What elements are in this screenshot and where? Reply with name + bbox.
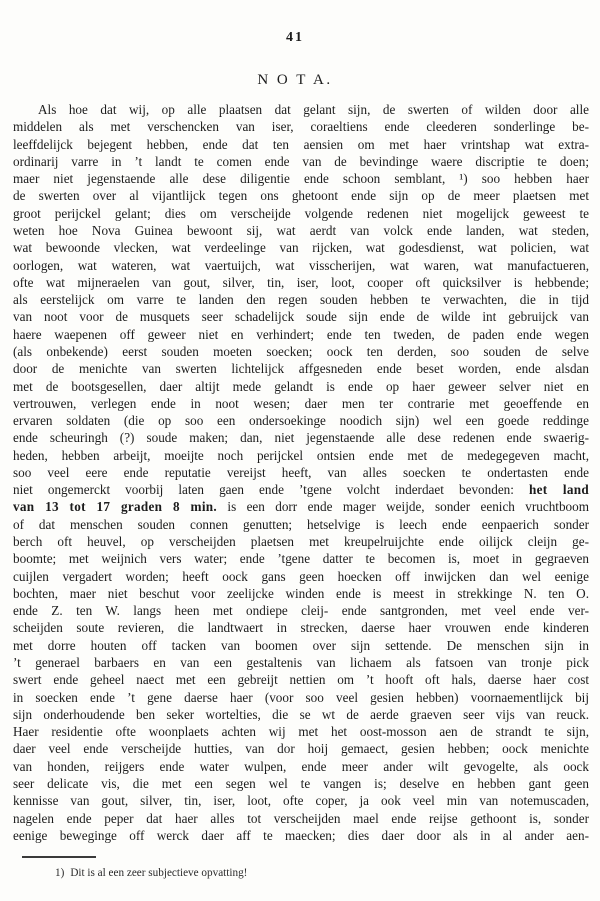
text-line: soo veel eere ende reputatie vereijst heeft, van alles soecken te ondertasten ende [13, 464, 589, 480]
text-line: bochten, maer niet beschut voor zeelijcke winden ende is meest in strekkinge N. ten O. [13, 585, 589, 601]
footnote-marker: 1) [55, 867, 65, 879]
text-line: scheijden soute revieren, die landtwaert in strecken, daerse haer vrouwen ende kinderen [13, 620, 589, 636]
footnote [55, 867, 575, 879]
text-line: ende Z. ten W. langs heen met ondiepe cleij- ende santgronden, met veel ende ver- [13, 603, 589, 619]
text-line: als eerstelijck om varre te landen den regen souden hebben te verwachten, die in tijd [13, 292, 589, 308]
text-line: middelen als met verschencken van iser, coraeltiens ende cleederen sonderlinge be- [13, 119, 589, 135]
text-line: seer delicate vis, die met een segen wel te vangen is; deselve en hebben gant geen [13, 775, 589, 791]
text-line: berch oft heuvel, op verscheijden plaetsen met kreupelruijchte ende oilijck cleijn ge- [13, 534, 589, 550]
text-line: met dorre houten off tacken van boomen over sijn settende. De menschen sijn in [13, 637, 589, 653]
text-line: ervaren soldaten (die op soo een ondersoekinge noodich sijn) wel een goede reddinge [13, 413, 589, 429]
text-line: oorlogen, wat wateren, wat vaertuijch, wat visscherijen, wat waren, wat manufactueren, [13, 257, 589, 273]
text-line: heden, hebben arbeijt, moeijte noch perijckel ontsien ende met de medegegeven macht, [13, 447, 589, 463]
text-line: cuijlen vergadert worden; heeft oock gans geen hoecken off inwijcken dan wel eenige [13, 568, 589, 584]
text-line: of dat menschen souden connen genutten; hetselvige is leech ende eenpaerich sonder [13, 516, 589, 532]
document-title: N O T A. [257, 72, 333, 88]
text-line: leeffdelijck bejegent hebben, ende dat ten aensien om met haer vrintshap wat extra- [13, 136, 589, 152]
text-line: met de bootsgesellen, daer altijt mede gelandt is ende op haer geweer selver niet en [13, 378, 589, 394]
text-line: kennisse van gout, silver, tin, iser, loot, ofte coper, ja ook veel min van notemuscaden, [13, 793, 589, 809]
text-line: ordinarij varre in ’t landt te comen ende van de bevindinge waere discriptie te doen; [13, 153, 589, 169]
text-line: groot perijckel gelant; dies om verscheijde volgende redenen niet mogelijck geweest te [13, 205, 589, 221]
text-line: boomte; met weijnich vers water; ende ’tgene datter te becomen is, moet in gegraeven [13, 551, 589, 567]
text-line: ende scheuringh (?) soude maken; dan, niet jegenstaende alle dese redenen ende swaerig- [13, 430, 589, 446]
text-line: swert ende geheel naect met een gebreijt nettien om ’t hooft oft hals, daerse haer cost [13, 672, 589, 688]
text-line: ’t generael barbaers en van een gestaltenis van lichaem als fatsoen van tronje pick [13, 655, 589, 670]
body-text [13, 101, 589, 844]
text-line: de swerten over al vijantlijck tegen ons ghetoont ende sijn op de meer plaetsen met [13, 188, 589, 204]
footnote-text: Dit is al een zeer subjectieve opvatting! [70, 867, 248, 879]
text-line: weten hoe Nova Guinea bewoont sij, wat aerdt van volck ende landen, wat steden, [13, 222, 589, 238]
text-line: daer veel ende verscheijde hutties, van dor hoij gemaect, gesien hebben; oock menichte [13, 741, 589, 757]
text-line: maer niet jegenstaende alle dese diligentie ende schoon semblant, ¹) soo hebben haer [13, 171, 589, 187]
text-line: niet ongemerckt voorbij laten gaen ende ’tgene volcht inderdaet bevonden: het land [13, 482, 590, 498]
text-line: van noot voor de musquets seer schadelijck soude sijn ende de wilde int gebruijck van [13, 309, 589, 325]
text-line: haere waepenen off geweer niet en verhindert; ende ten tweden, de paden ende wegen [13, 326, 589, 342]
page-number: 41 [286, 30, 304, 45]
text-line: sijn onderhoudende ben seker wortelties, die se wt de aerde graeven seer vijs van reuck. [13, 706, 589, 722]
text-line: wat bewoonde vlecken, wat verdeelinge van rijcken, wat godesdienst, wat policien, wat [13, 240, 589, 256]
text-line: (als onbekende) eerst souden moeten soecken; oock ten derden, soo souden de selve [13, 343, 589, 359]
footnote-divider [22, 856, 96, 858]
text-line: in soecken ende ’t gene daerse haer (voor soo veel gesien hebben) voornaementlijck bij [13, 689, 589, 705]
text-line: ofte wat mijneraelen van gout, silver, tin, iser, loot, cooper oft quicksilver is hebbende; [13, 274, 589, 290]
text-line: van 13 tot 17 graden 8 min. is een dorr ende mager weijde, sonder eenich vruchtboom [13, 499, 589, 515]
text-line: door de menichte van swerten lichtelijck affgesneden ende beset worden, ende alsdan [13, 361, 589, 377]
text-line: Haer residentie ofte woonplaets achten wij met het oost-mosson aen de strandt te sijn, [13, 724, 589, 740]
text-line: vertrouwen, verlegen ende in noot wesen; daer men ter contrarie met geoeffende en [13, 395, 589, 411]
text-line: van honden, reijgers ende water wulpen, ende meer ander wilt gevogelte, als oock [13, 758, 589, 774]
text-line: nagelen ende peper dat haer alles tot verscheijden mael ende reijse gethoont is, sonder [13, 810, 589, 826]
text-line: Als hoe dat wij, op alle plaatsen dat gelant sijn, de swerten of wilden door alle [38, 102, 589, 117]
text-line: eenige beweginge off werck daer aff te maecken; dies daer door als in al ander aen- [13, 827, 589, 843]
